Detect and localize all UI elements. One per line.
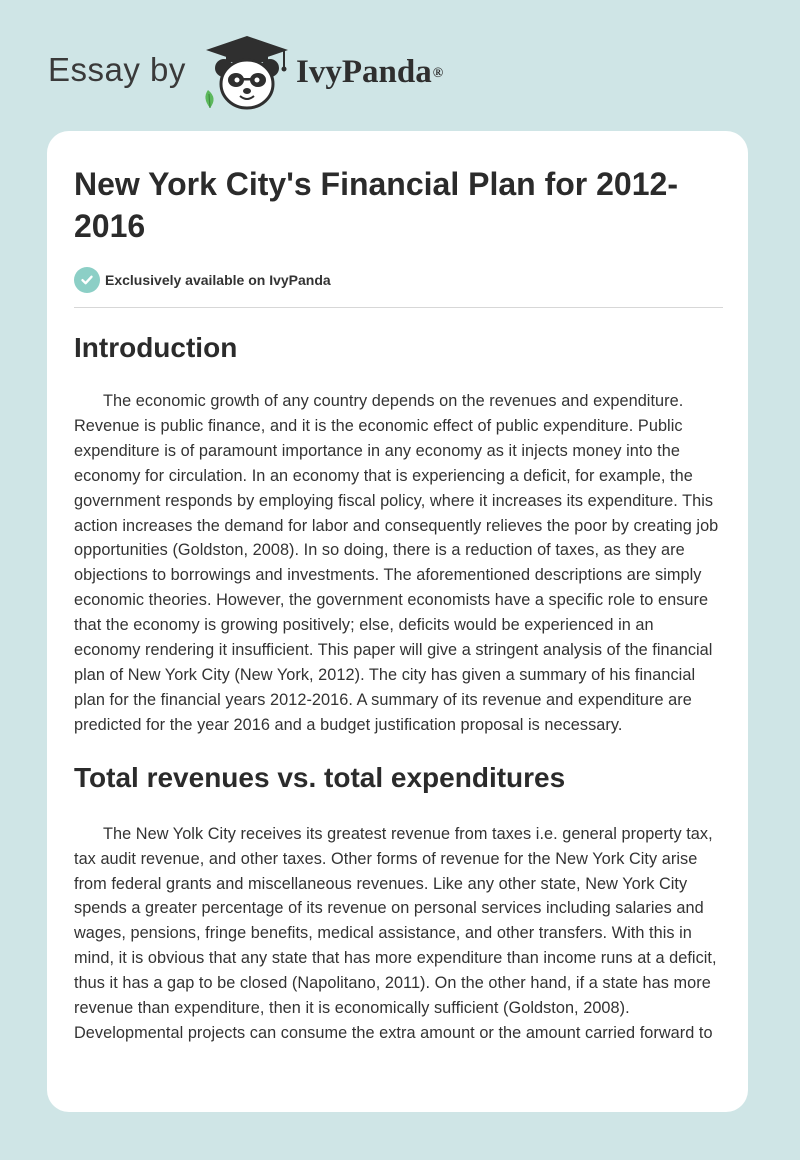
section-heading-revenues-vs-expenditures: Total revenues vs. total expenditures (74, 761, 566, 793)
essay-content (74, 163, 724, 1046)
essay-card (47, 131, 748, 1112)
divider (74, 307, 723, 308)
introduction-paragraph: The economic growth of any country depends on the revenues and expenditure. Revenue is public finance, and it is the economic effect of public expenditure. Public expenditure is of paramount importance in any economy as it injects money into the economy for circulation. In an economy that is experiencing a deficit, for example, the government responds by employing fiscal policy, where it increases its expenditure. This action increases the demand for labor and consequently relieves the poor by creating job opportunities (Goldston, 2008). In so doing, there is a reduction of taxes, as they are objections to borrowings and investments. The aforementioned descriptions are simply economic theories. However, the government economists have a specific role to ensure that the economy is growing positively; else, deficits would be experienced in an economy rendering it insufficient. This paper will give a stringent analysis of the financial plan of New York City (New York, 2012). The city has given a summary of his financial plan for the financial years 2012-2016. A summary of its revenue and expenditure are predicted for the year 2016 and a budget justification proposal is necessary. (74, 392, 719, 734)
brand-text: IvyPanda (296, 54, 432, 90)
revenues-paragraph: The New Yolk City receives its greatest revenue from taxes i.e. general property tax, tax audit revenue, and other taxes. Other forms of revenue for the New York City arise from federal grants and miscellaneous revenues. Like any other state, New York City spends a greater percentage of its revenue on personal services including salaries and wages, pensions, fringe benefits, medical assistance, and other transfers. With this in mind, it is obvious that any state that has more expenditure than income runs at a deficit, thus it has a gap to be closed (Napolitano, 2011). On the other hand, if a state has more revenue than expenditure, then it is economically sufficient (Goldston, 2008). Developmental projects can consume the extra amount or the amount carried forward to (74, 824, 717, 1042)
section-heading-introduction: Introduction (74, 332, 238, 363)
page-title: New York City's Financial Plan for 2012-2016 (74, 166, 678, 244)
check-circle-icon (74, 267, 100, 293)
essay-by-label: Essay by (48, 51, 186, 88)
brand-name[interactable] (296, 52, 443, 92)
panda-graduate-logo-icon[interactable] (200, 34, 294, 112)
registered-mark: ® (432, 66, 444, 81)
site-header (0, 0, 800, 130)
exclusive-badge (74, 265, 724, 295)
exclusive-badge-text: Exclusively available on IvyPanda (105, 272, 331, 288)
